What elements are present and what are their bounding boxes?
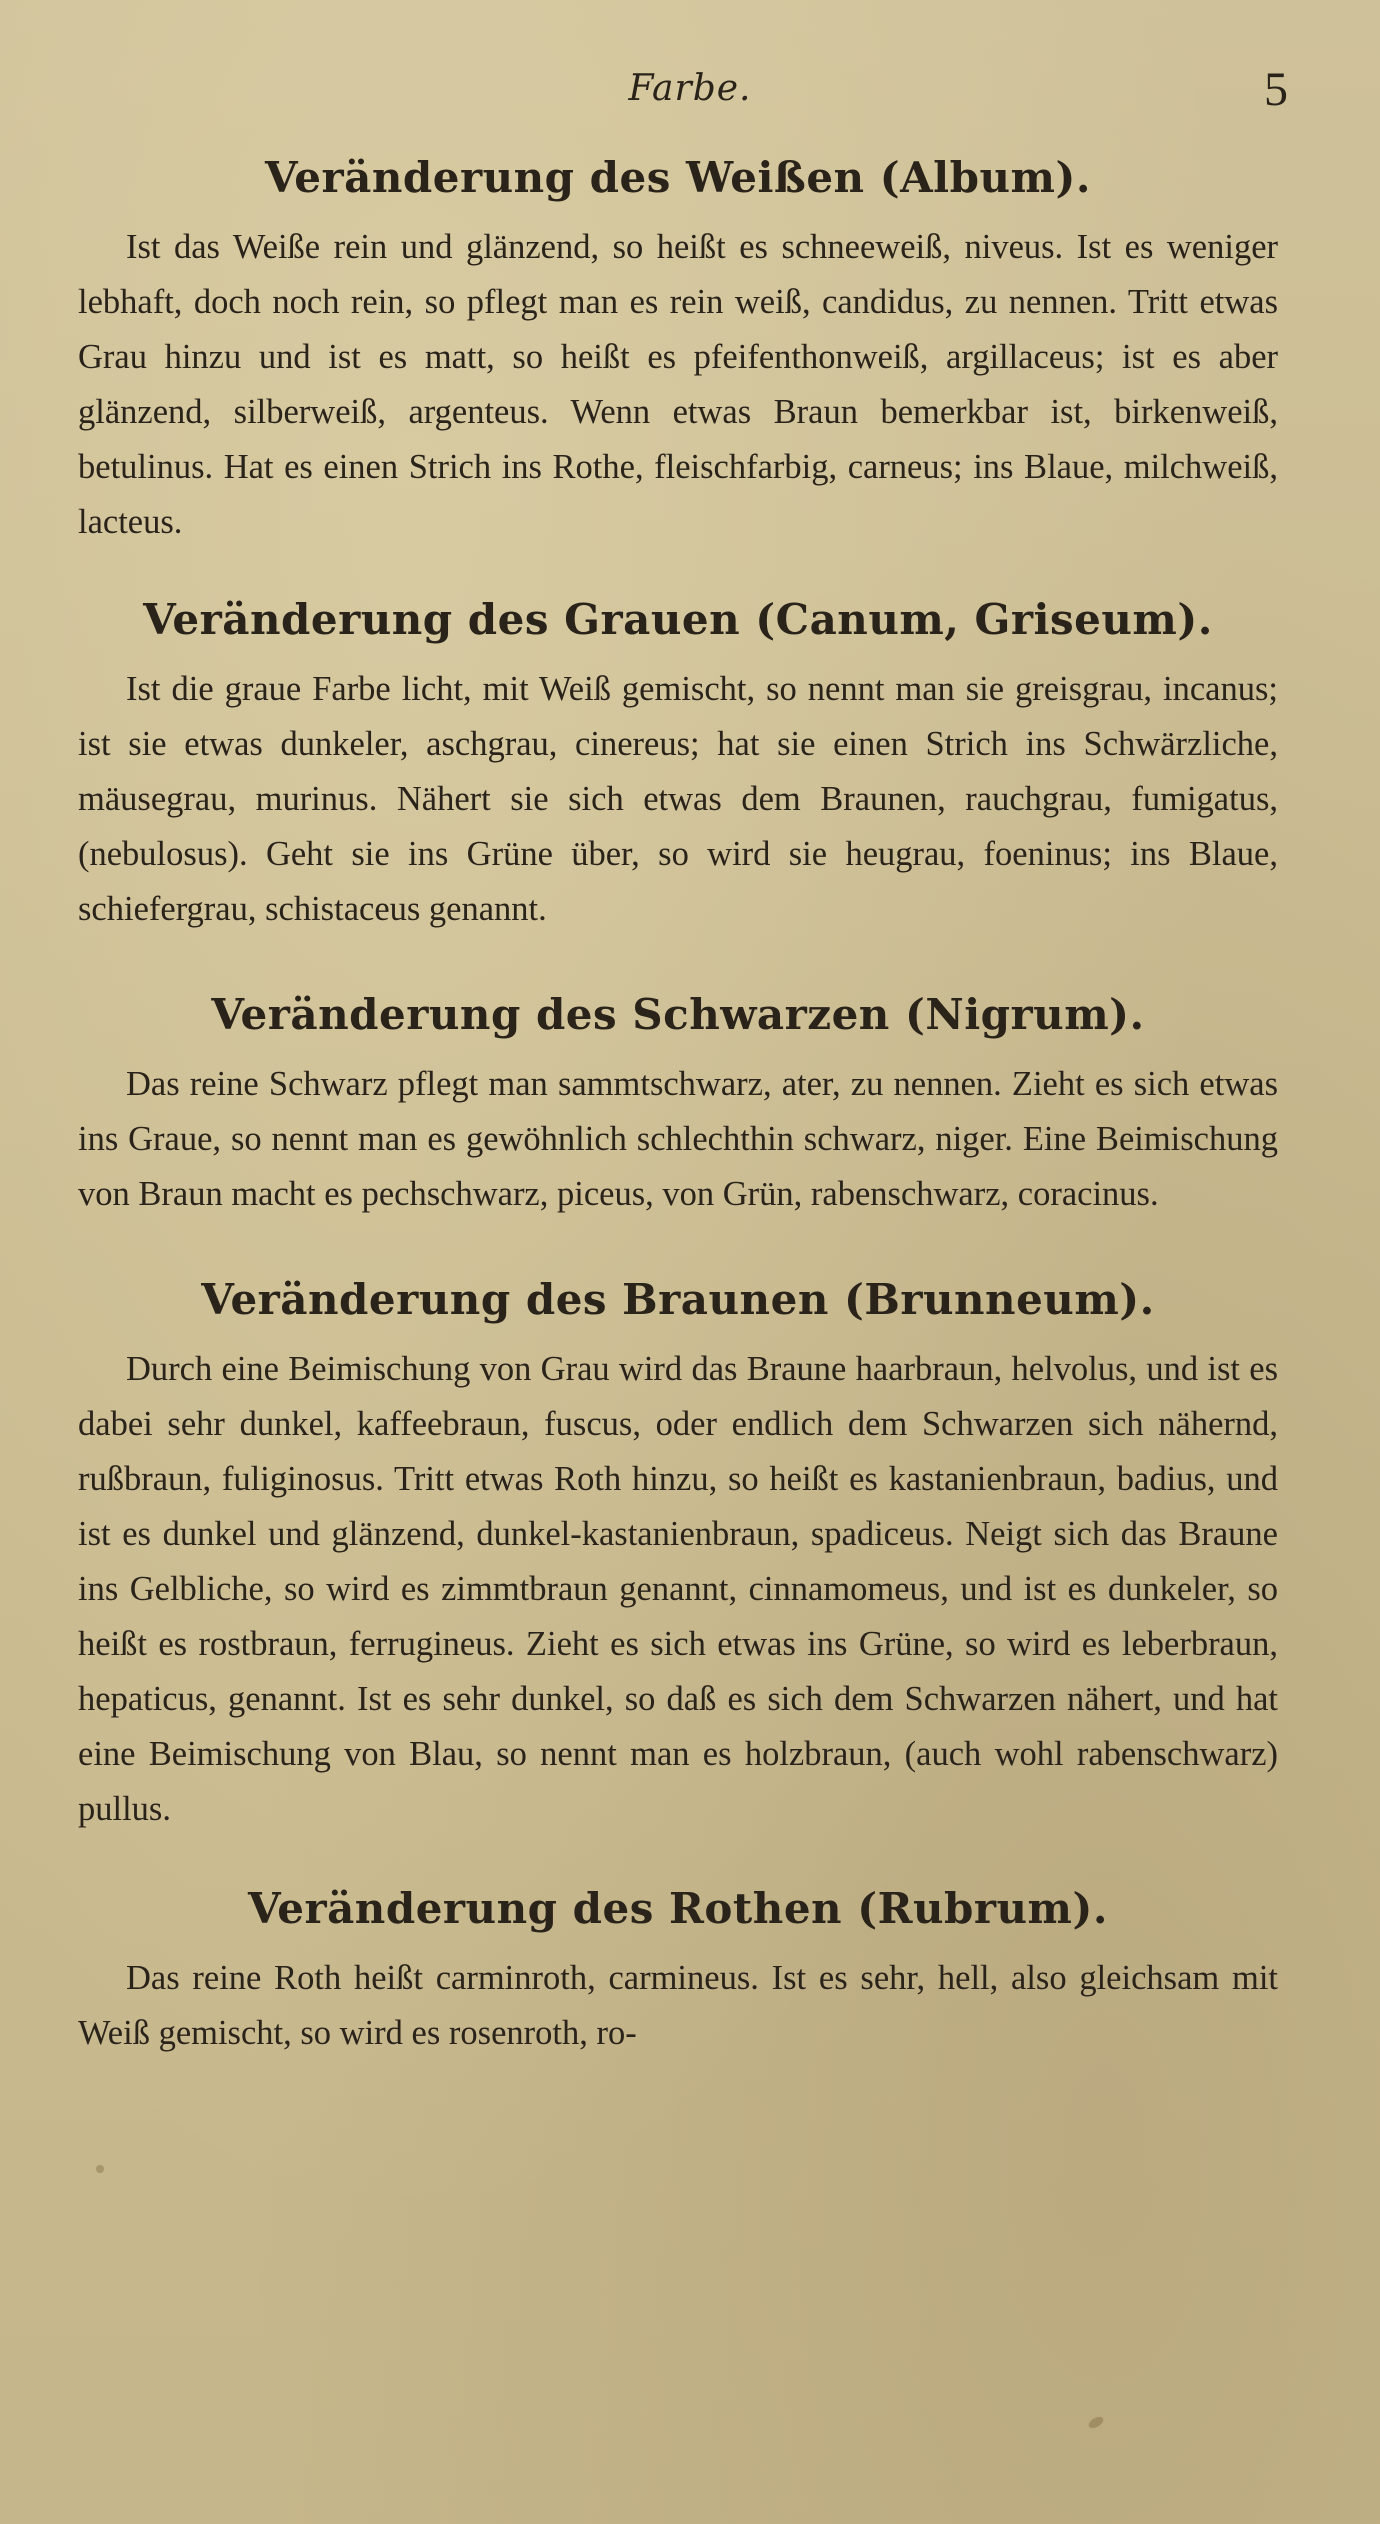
section-paragraph-black: Das reine Schwarz pflegt man sammtschwarz, ater, zu nennen. Zieht es sich etwas ins Graue, so nennt man es gewöhnlich schlechthin schwarz, niger. Eine Beimischung von Braun macht es pechschwarz, piceus, von Grün, rabenschwarz, coracinus.: [78, 1065, 1278, 1213]
text-block: [78, 150, 1278, 2061]
section-black: [78, 987, 1278, 1222]
section-paragraph-red: Das reine Roth heißt carminroth, carmineus. Ist es sehr, hell, also gleichsam mit Weiß gemischt, so wird es rosenroth, ro-: [78, 1959, 1278, 2052]
section-paragraph-brown: Durch eine Beimischung von Grau wird das Braune haarbraun, helvolus, und ist es dabei sehr dunkel, kaffeebraun, fuscus, oder endlich dem Schwarzen sich nähernd, rußbraun, fuliginosus. Tritt etwas Roth hinzu, so heißt es kastanienbraun, badius, und ist es dunkel und glänzend, dunkel-kastanienbraun, spadiceus. Neigt sich das Braune ins Gelbliche, so wird es zimmtbraun genannt, cinnamomeus, und ist es dunkeler, so heißt es rostbraun, ferrugineus. Zieht es sich etwas ins Grüne, so wird es leberbraun, hepaticus, genannt. Ist es sehr dunkel, so daß es sich dem Schwarzen nähert, und hat eine Beimischung von Blau, so nennt man es holzbraun, (auch wohl rabenschwarz) pullus.: [78, 1350, 1278, 1828]
section-paragraph-grey: Ist die graue Farbe licht, mit Weiß gemischt, so nennt man sie greisgrau, incanus; ist sie etwas dunkeler, aschgrau, cinereus; hat sie einen Strich ins Schwärzliche, mäusegrau, murinus. Nähert sie sich etwas dem Braunen, rauchgrau, fumigatus, (nebulosus). Geht sie ins Grüne über, so wird sie heugrau, foeninus; ins Blaue, schiefergrau, schistaceus genannt.: [78, 670, 1278, 928]
running-title: Farbe.: [628, 68, 752, 109]
page-number: 5: [1264, 63, 1288, 116]
section-white: [78, 150, 1278, 550]
paper-speck: [96, 2165, 104, 2173]
section-paragraph-white: Ist das Weiße rein und glänzend, so heißt es schneeweiß, niveus. Ist es weniger lebhaft, doch noch rein, so pflegt man es rein weiß, candidus, zu nennen. Tritt etwas Grau hinzu und ist es matt, so heißt es pfeifenthonweiß, argillaceus; ist es aber glänzend, silberweiß, argenteus. Wenn etwas Braun bemerkbar ist, birkenweiß, betulinus. Hat es einen Strich ins Rothe, fleischfarbig, carneus; ins Blaue, milchweiß, lacteus.: [78, 228, 1278, 541]
section-heading-red: Veränderung des Rothen (Rubrum).: [248, 1884, 1108, 1933]
section-heading-brown: Veränderung des Braunen (Brunneum).: [201, 1275, 1155, 1324]
section-heading-white: Veränderung des Weißen (Album).: [265, 153, 1091, 202]
ink-stain: [1087, 2415, 1105, 2431]
section-heading-grey: Veränderung des Grauen (Canum, Griseum).: [143, 595, 1213, 644]
section-grey: [78, 592, 1278, 937]
section-red: [78, 1881, 1278, 2061]
section-brown: [78, 1272, 1278, 1837]
running-head: [0, 62, 1380, 122]
section-heading-black: Veränderung des Schwarzen (Nigrum).: [211, 990, 1145, 1039]
